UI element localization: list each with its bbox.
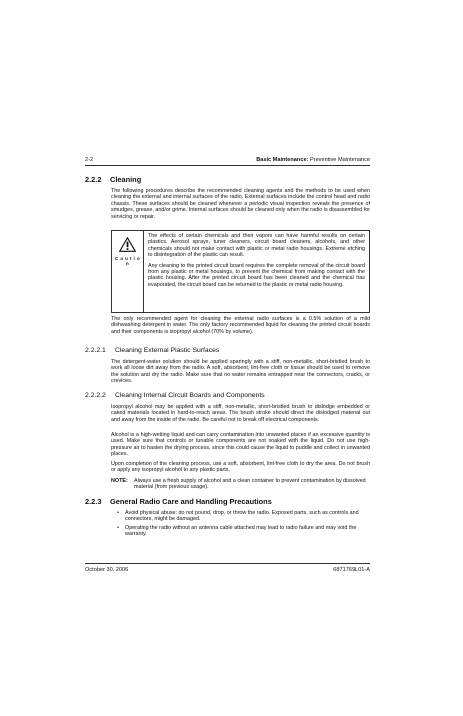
list-item-text: Operating the radio without an antenna cable attached may lead to radio failure and may void the warranty. bbox=[125, 524, 357, 538]
subsection-title: Cleaning Internal Circuit Boards and Components bbox=[115, 392, 265, 399]
subsection-title: Cleaning External Plastic Surfaces bbox=[115, 347, 220, 354]
internal-boards-paragraph-3: Upon completion of the cleaning process, use a soft, absorbent, lint-free cloth to dry the area. Do not brush or apply any isopropyl alcohol to any plastic parts. bbox=[111, 461, 370, 474]
running-header bbox=[256, 157, 370, 164]
caution-box bbox=[111, 230, 370, 313]
footer-document-number: 6871769L01-A bbox=[333, 567, 370, 573]
internal-boards-paragraph-2: Alcohol is a high-wetting liquid and can carry contamination into unwanted places if an excessive quantity is used. Make sure that controls or tunable components are not soaked with the liquid. Do not use high-pressure air to hasten the drying process, since this could cause the liquid to puddle and collect in unwanted places. bbox=[111, 432, 370, 458]
bullet-icon: • bbox=[117, 510, 119, 516]
cleaning-agent-paragraph: The only recommended agent for cleaning the external radio surfaces is a 0.5% solution of a mild dishwashing detergent in water. The only factory recommended liquid for cleaning the printed circuit boards and their components is isopropyl alcohol (70% by volume). bbox=[111, 316, 370, 335]
caution-label: C a u t i o n bbox=[114, 256, 141, 266]
subsection-number: 2.2.2.1 bbox=[85, 347, 106, 354]
bullet-icon: • bbox=[117, 524, 119, 531]
footer-rule bbox=[85, 563, 370, 564]
footer-date: October 30, 2006 bbox=[85, 567, 129, 573]
caution-paragraph-2: Any cleaning to the printed circuit board requires the complete removal of the circuit board from any plastic or metal housings, to prevent the chemical from making contact with the plastic housing. After the printed circuit board has been cleaned and the chemical has evaporated, the circuit board can be returned to the plastic or metal radio housing. bbox=[148, 262, 365, 288]
header-rule bbox=[85, 165, 370, 166]
caution-icon-cell bbox=[112, 231, 144, 312]
running-header-section: Basic Maintenance: bbox=[256, 157, 309, 163]
section-number: 2.2.3 bbox=[85, 497, 102, 506]
section-number: 2.2.2 bbox=[85, 175, 102, 184]
section-title: Cleaning bbox=[110, 175, 142, 184]
section-heading-2-2-3 bbox=[85, 497, 272, 506]
note-text: Always use a fresh supply of alcohol and a clean container to prevent contamination by dissolved material (from previous usage). bbox=[134, 478, 366, 491]
section-heading-2-2-2-1 bbox=[85, 347, 219, 355]
section-heading-2-2-2-2 bbox=[85, 392, 265, 400]
caution-text bbox=[148, 233, 365, 292]
running-header-subsection: Preventive Maintenance bbox=[308, 157, 370, 163]
note-block bbox=[111, 478, 370, 491]
note-label: NOTE: bbox=[111, 478, 128, 484]
section-title: General Radio Care and Handling Precautions bbox=[110, 497, 272, 506]
caution-paragraph-1: The effects of certain chemicals and their vapors can have harmful results on certain plastics. Aerosol sprays, tuner cleaners, circuit board cleaners, alcohols, and other chemicals should not make contact with plastic or metal radio housings. Extreme etching to disintegration of the plastic can result. bbox=[148, 233, 365, 259]
list-item bbox=[117, 525, 370, 538]
subsection-number: 2.2.2.2 bbox=[85, 392, 106, 399]
precautions-list bbox=[117, 510, 370, 540]
cleaning-intro-paragraph: The following procedures describe the recommended cleaning agents and the methods to be used when cleaning the external and internal surfaces of the radio. External surfaces include the control head and radio chassis. These surfaces should be cleaned whenever a periodic visual inspection reveals the presence of smudges, grease, and/or grime. Internal surfaces should be cleaned only when the radio is disassembled for servicing or repair. bbox=[111, 188, 370, 220]
list-item-text: Avoid physical abuse: do not pound, drop, or throw the radio. Exposed parts, such as controls and connectors, might be damaged. bbox=[125, 510, 359, 523]
external-surfaces-paragraph: The detergent-water solution should be applied sparingly with a stiff, non-metallic, short-bristled brush to work all loose dirt away from the radio. A soft, absorbent, lint-free cloth or tissue should be used to remove the solution and dry the radio. Make sure that no water remains entrapped near the connectors, cracks, or crevices. bbox=[111, 359, 370, 385]
internal-boards-paragraph-1: Isopropyl alcohol may be applied with a stiff, non-metallic, short-bristled brush to dislodge embedded or caked materials located in hard-to-reach areas. The brush stroke should direct the dislodged material out and away from the inside of the radio. Be careful not to break off electrical components. bbox=[111, 404, 370, 423]
section-heading-2-2-2 bbox=[85, 175, 141, 184]
page-number: 2-2 bbox=[85, 157, 94, 163]
list-item bbox=[117, 510, 370, 523]
warning-triangle-icon bbox=[119, 237, 136, 257]
